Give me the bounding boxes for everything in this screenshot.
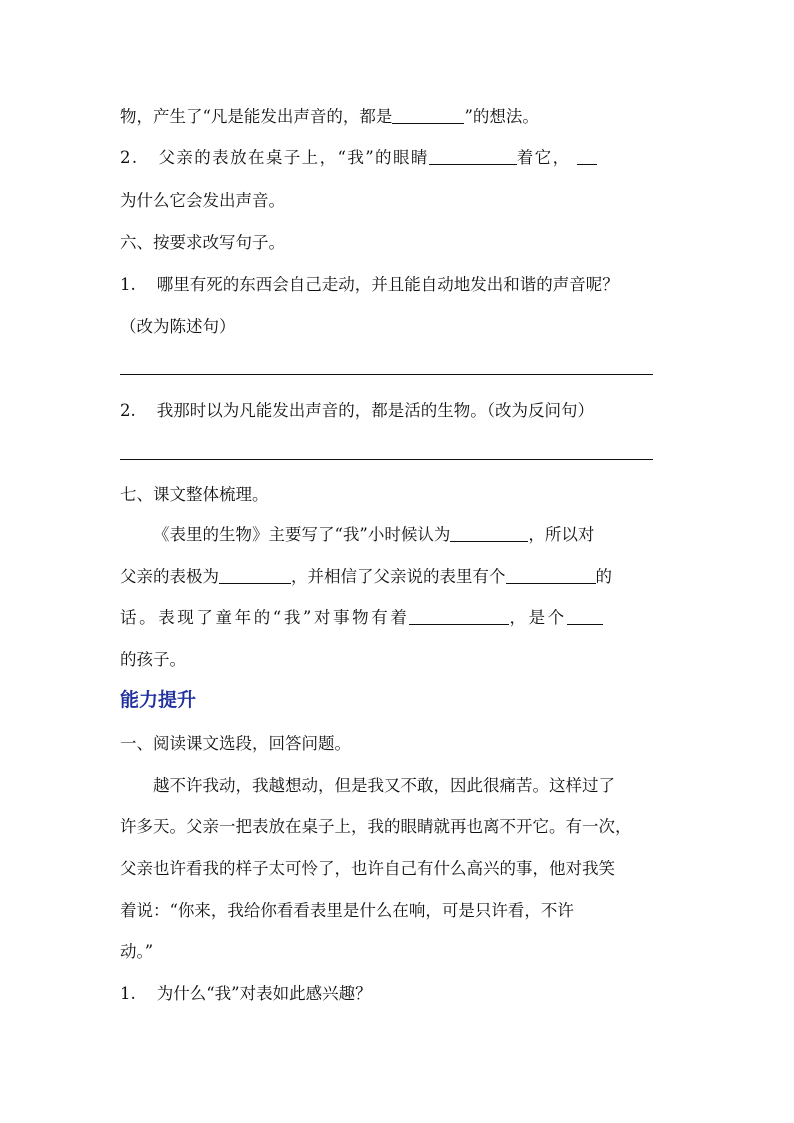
s5-line1-text-b: ”的想法。 [464, 107, 539, 126]
answer-blank[interactable] [392, 107, 464, 124]
answer-blank[interactable] [429, 148, 517, 165]
answer-blank[interactable] [577, 148, 597, 165]
s5-q2-line2: 为什么它会发出声音。 [120, 191, 285, 210]
answer-line[interactable] [120, 374, 653, 375]
question-number: 2. [120, 148, 139, 167]
section-6-title: 六、按要求改写句子。 [120, 233, 285, 252]
s7-p2-text-a: 父亲的表极为 [120, 567, 219, 586]
answer-blank[interactable] [450, 525, 528, 542]
passage-line: 父亲也许看我的样子太可怜了，也许自己有什么高兴的事，他对我笑 [120, 859, 615, 878]
question-number: 1. [120, 275, 136, 294]
s6-q2 [120, 400, 680, 422]
passage-line: 越不许我动，我越想动，但是我又不敢，因此很痛苦。这样过了 [153, 776, 615, 795]
s5-q2-text-a: 父亲的表放在桌子上，“我”的眼睛 [158, 148, 429, 167]
s6-q1 [120, 274, 680, 296]
answer-line[interactable] [120, 459, 653, 460]
s6-q2-text: 我那时以为凡能发出声音的，都是活的生物。（改为反问句） [156, 401, 594, 420]
s7-p2 [120, 566, 680, 588]
s5-q2 [120, 147, 680, 169]
answer-blank[interactable] [219, 567, 291, 584]
section-7-title: 七、课文整体梳理。 [120, 485, 269, 504]
passage-line: 许多天。父亲一把表放在桌子上，我的眼睛就再也离不开它。有一次， [120, 817, 632, 836]
ability-q1 [120, 983, 680, 1005]
s7-p1 [153, 524, 713, 546]
passage-line: 着说：“你来，我给你看看表里是什么在响，可是只许看，不许 [120, 901, 574, 920]
ability-q1-text: 为什么“我”对表如此感兴趣？ [156, 984, 372, 1003]
ability-heading: 能力提升 [120, 689, 197, 711]
s7-p2-text-b: ，并相信了父亲说的表里有个 [291, 567, 506, 586]
s5-line1-text-a: 物，产生了“凡是能发出声音的，都是 [120, 107, 393, 126]
s7-p1-text-a: 《表里的生物》主要写了“我”小时候认为 [153, 525, 451, 544]
passage-line: 动。” [120, 942, 154, 961]
s5-line1 [120, 106, 680, 128]
answer-blank[interactable] [567, 608, 603, 625]
ability-s1-title: 一、阅读课文选段，回答问题。 [120, 734, 351, 753]
s6-q1-hint: （改为陈述句） [120, 317, 236, 336]
answer-blank[interactable] [506, 567, 596, 584]
question-number: 2. [120, 401, 136, 420]
question-number: 1. [120, 984, 136, 1003]
s7-p4: 的孩子。 [120, 650, 186, 669]
s7-p2-text-c: 的 [595, 567, 612, 586]
answer-blank[interactable] [409, 608, 509, 625]
s7-p3-text-b: ，是个 [509, 608, 567, 627]
s6-q1-text: 哪里有死的东西会自己走动，并且能自动地发出和谐的声音呢？ [156, 275, 619, 294]
s7-p3 [120, 607, 680, 629]
s7-p3-text-a: 话。表现了童年的“我”对事物有着 [120, 608, 410, 627]
s7-p1-text-b: ，所以对 [528, 525, 595, 544]
s5-q2-text-b: 着它， [516, 148, 571, 167]
